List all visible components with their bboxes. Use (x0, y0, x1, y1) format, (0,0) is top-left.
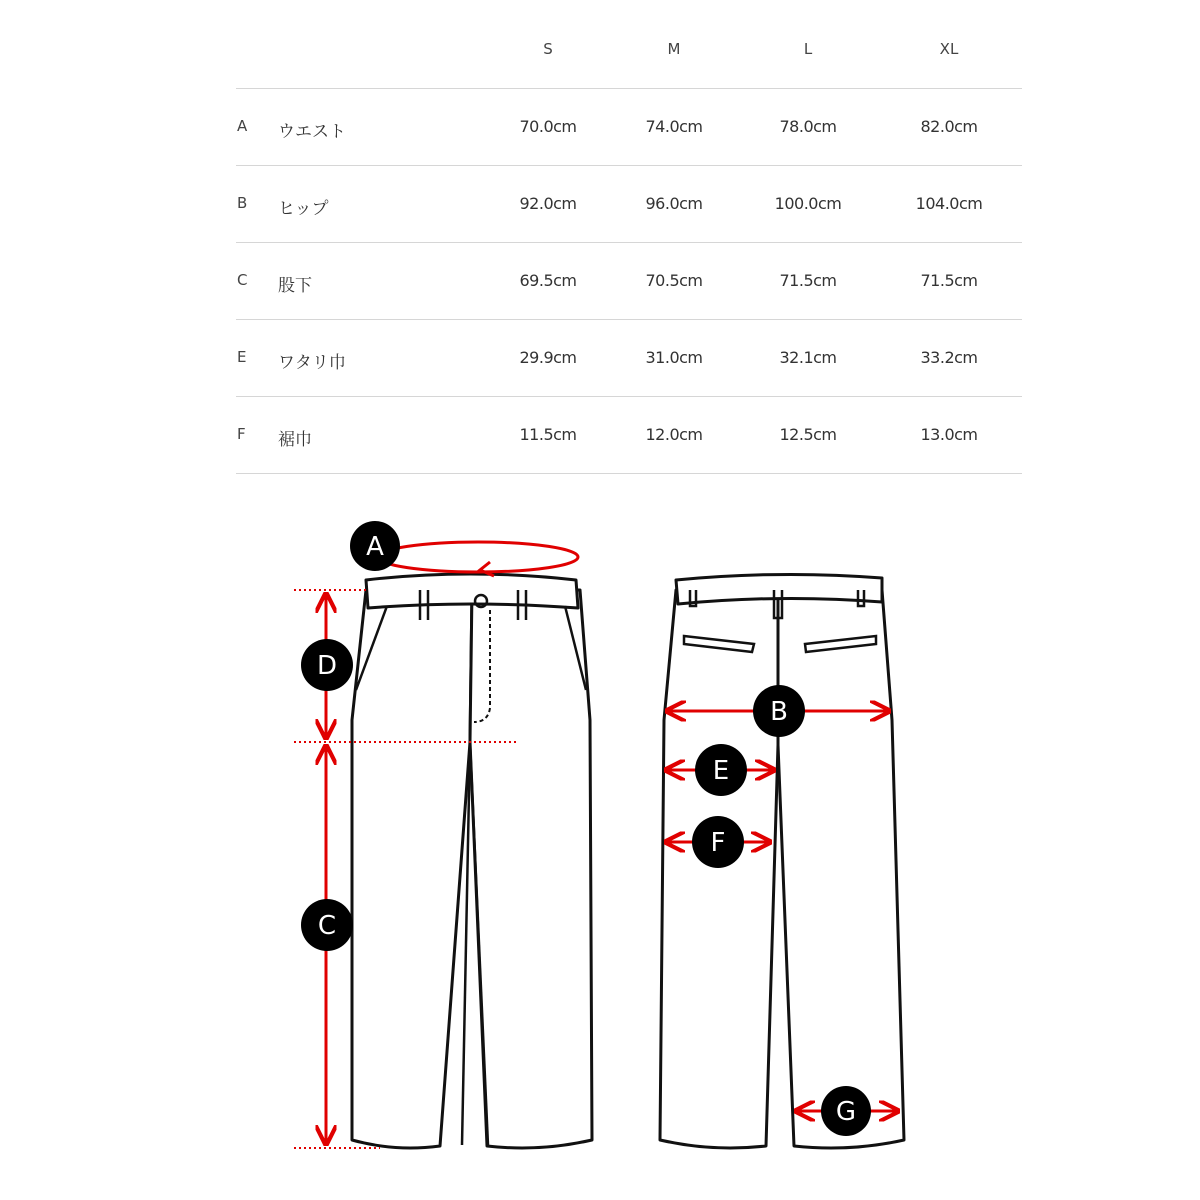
badge-thigh (695, 744, 747, 796)
row-label: 股下 (278, 276, 312, 296)
row-code: C (237, 271, 248, 289)
badge-hem (821, 1086, 871, 1136)
waist-measure-ellipse (378, 542, 578, 572)
table-cell: 71.5cm (779, 271, 837, 290)
column-header-xl: XL (939, 40, 959, 58)
badge-letter: E (712, 756, 730, 786)
table-cell: 12.0cm (645, 425, 703, 444)
badge-hip (753, 685, 805, 737)
column-header-s: S (543, 40, 553, 58)
row-code: B (237, 194, 248, 212)
table-cell: 71.5cm (920, 271, 978, 290)
table-cell: 100.0cm (774, 194, 842, 213)
table-cell: 69.5cm (519, 271, 577, 290)
table-cell: 31.0cm (645, 348, 703, 367)
row-label: ワタリ巾 (278, 353, 346, 373)
column-header-l: L (803, 40, 813, 58)
table-cell: 74.0cm (645, 117, 703, 136)
badge-knee (692, 816, 744, 868)
table-cell: 32.1cm (779, 348, 837, 367)
badge-letter: C (317, 911, 337, 941)
back-waistband (676, 574, 882, 604)
badge-rise (301, 639, 353, 691)
badge-letter: D (316, 651, 338, 681)
badge-letter: B (770, 697, 788, 727)
back-right-leg (778, 590, 904, 1148)
back-pants-illustration (660, 574, 904, 1148)
table-cell: 104.0cm (915, 194, 983, 213)
back-left-leg (660, 590, 778, 1148)
table-cell: 33.2cm (920, 348, 978, 367)
column-header-m: M (667, 40, 681, 58)
row-label: ウエスト (278, 122, 346, 142)
badge-letter: G (835, 1097, 857, 1127)
table-cell: 82.0cm (920, 117, 978, 136)
table-cell: 13.0cm (920, 425, 978, 444)
row-code: A (237, 117, 248, 135)
front-left-leg (352, 590, 472, 1148)
front-right-leg (470, 590, 592, 1148)
badge-inseam (301, 899, 353, 951)
table-cell: 29.9cm (519, 348, 577, 367)
row-code: F (237, 425, 246, 443)
badge-waist (350, 521, 400, 571)
table-cell: 96.0cm (645, 194, 703, 213)
row-label: 裾巾 (278, 430, 312, 450)
table-cell: 70.5cm (645, 271, 703, 290)
badge-letter: F (710, 828, 726, 858)
table-cell: 12.5cm (779, 425, 837, 444)
front-waistband (366, 574, 578, 608)
table-cell: 11.5cm (519, 425, 577, 444)
row-code: E (237, 348, 247, 366)
row-label: ヒップ (278, 199, 329, 219)
front-pants-illustration (352, 574, 592, 1148)
table-cell: 92.0cm (519, 194, 577, 213)
badge-letter: A (366, 532, 384, 562)
table-cell: 70.0cm (519, 117, 577, 136)
table-cell: 78.0cm (779, 117, 837, 136)
